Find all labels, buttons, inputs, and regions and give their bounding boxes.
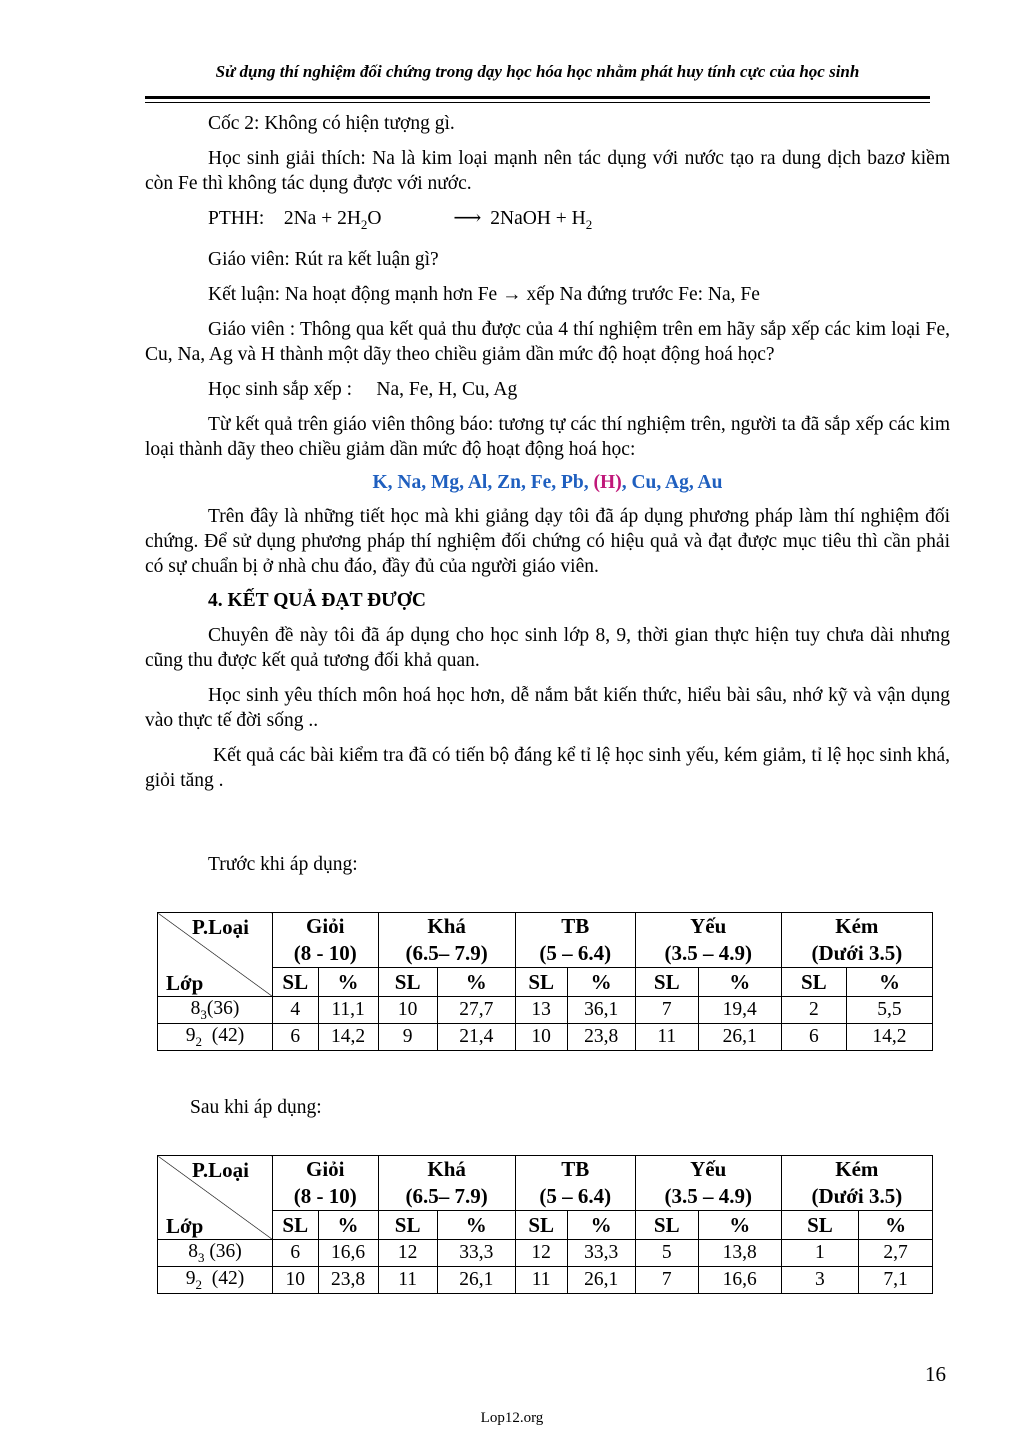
header-group: Yếu (3.5 – 4.9) [635, 1156, 781, 1211]
count-cell: 4 [273, 997, 319, 1024]
activity-series [145, 470, 950, 495]
count-cell: 6 [273, 1024, 319, 1051]
table-row [158, 1240, 933, 1267]
header-group: Kém (Dưới 3.5) [781, 1156, 932, 1211]
count-cell: 9 [378, 1024, 437, 1051]
header-sl: SL [515, 968, 567, 997]
count-cell: 12 [378, 1240, 437, 1267]
header-pct: % [567, 1211, 635, 1240]
count-cell: 12 [515, 1240, 567, 1267]
paragraph: Giáo viên : Thông qua kết quả thu được của 4 thí nghiệm trên em hãy sắp xếp các kim loại Fe, Cu, Na, Ag và H thành một dãy theo chiều giảm dần mức độ hoạt động hoá học? [145, 318, 950, 365]
percent-cell: 33,3 [567, 1240, 635, 1267]
header-rule-thin [145, 102, 930, 103]
table-row [158, 1024, 933, 1051]
count-cell: 13 [515, 997, 567, 1024]
header-pct: % [859, 1211, 933, 1240]
percent-cell: 16,6 [318, 1240, 378, 1267]
count-cell: 6 [273, 1240, 319, 1267]
series-part: K, Na, Mg, Al, Zn, Fe, Pb, [372, 471, 594, 493]
paragraph [145, 282, 950, 307]
percent-cell: 5,5 [846, 997, 932, 1024]
paragraph: Học sinh sắp xếp : Na, Fe, H, Cu, Ag [208, 378, 518, 400]
header-group: TB (5 – 6.4) [515, 913, 635, 968]
percent-cell: 23,8 [318, 1267, 378, 1294]
percent-cell: 27,7 [437, 997, 515, 1024]
count-cell: 3 [781, 1267, 859, 1294]
count-cell: 11 [515, 1267, 567, 1294]
header-group: Khá (6.5– 7.9) [378, 1156, 515, 1211]
equation-reactant-tail: O [367, 208, 382, 229]
count-cell: 7 [635, 997, 698, 1024]
class-cell: $8_3$ (36) [158, 1240, 273, 1267]
percent-cell: 16,6 [698, 1267, 781, 1294]
count-cell: 5 [635, 1240, 698, 1267]
percent-cell: 21,4 [437, 1024, 515, 1051]
header-lop: Lớp [166, 971, 204, 995]
footer-source: Lop12.org [480, 1410, 544, 1426]
header-sl: SL [378, 1211, 437, 1240]
subscript: 2 [585, 216, 593, 232]
percent-cell: 26,1 [567, 1267, 635, 1294]
paragraph: Cốc 2: Không có hiện tượng gì. [208, 113, 455, 134]
series-hydrogen: (H) [593, 471, 622, 493]
percent-cell: 26,1 [437, 1267, 515, 1294]
chemical-equation [145, 206, 950, 237]
page-body [145, 111, 960, 793]
table-label-before: Trước khi áp dụng: [208, 854, 358, 875]
header-ploai: P.Loại [192, 915, 249, 939]
header-lop: Lớp [166, 1214, 204, 1238]
count-cell: 10 [378, 997, 437, 1024]
paragraph: Từ kết quả trên giáo viên thông báo: tương tự các thí nghiệm trên, người ta đã sắp xếp các kim loại thành dãy theo chiều giảm dần mức độ hoạt động hoá học: [145, 413, 950, 460]
percent-cell: 33,3 [437, 1240, 515, 1267]
equation-label: PTHH: [208, 208, 265, 229]
header-group: Giỏi (8 - 10) [273, 913, 379, 968]
results-table-before [157, 912, 933, 1051]
count-cell: 11 [378, 1267, 437, 1294]
table-row [158, 997, 933, 1024]
header-pct: % [318, 968, 378, 997]
subscript: 2 [360, 216, 368, 232]
class-cell: $9_2$ (42) [158, 1267, 273, 1294]
percent-cell: 26,1 [698, 1024, 781, 1051]
count-cell: 10 [515, 1024, 567, 1051]
percent-cell: 23,8 [567, 1024, 635, 1051]
header-pct: % [846, 968, 932, 997]
header-group: Yếu (3.5 – 4.9) [635, 913, 781, 968]
table-label-after: Sau khi áp dụng: [190, 1097, 322, 1118]
header-group: TB (5 – 6.4) [515, 1156, 635, 1211]
percent-cell: 14,2 [318, 1024, 378, 1051]
section-heading: 4. KẾT QUẢ ĐẠT ĐƯỢC [208, 589, 426, 611]
count-cell: 1 [781, 1240, 859, 1267]
right-arrow-icon: → [502, 283, 522, 305]
header-sl: SL [515, 1211, 567, 1240]
percent-cell: 19,4 [698, 997, 781, 1024]
class-cell: $8_3(36)$ [158, 997, 273, 1024]
count-cell: 7 [635, 1267, 698, 1294]
header-sl: SL [781, 1211, 859, 1240]
count-cell: 2 [781, 997, 846, 1024]
percent-cell: 7,1 [859, 1267, 933, 1294]
percent-cell: 11,1 [318, 997, 378, 1024]
header-pct: % [567, 968, 635, 997]
page-number: 16 [925, 1362, 946, 1386]
conclusion-text: Kết luận: Na hoạt động mạnh hơn Fe [208, 283, 498, 305]
header-pct: % [318, 1211, 378, 1240]
count-cell: 10 [273, 1267, 319, 1294]
equation-reactant: 2Na + 2H [283, 208, 361, 229]
paragraph: Giáo viên: Rút ra kết luận gì? [208, 248, 439, 270]
paragraph: Học sinh giải thích: Na là kim loại mạnh nên tác dụng với nước tạo ra dung dịch bazơ kiềm còn Fe thì không tác dụng được với nước. [145, 148, 950, 194]
header-pct: % [698, 1211, 781, 1240]
percent-cell: 36,1 [567, 997, 635, 1024]
header-pct: % [698, 968, 781, 997]
running-header: Sử dụng thí nghiệm đối chứng trong dạy học hóa học nhằm phát huy tính cực của học sinh [215, 62, 860, 81]
count-cell: 6 [781, 1024, 846, 1051]
table-row [158, 1267, 933, 1294]
header-ploai: P.Loại [192, 1158, 249, 1182]
header-corner [158, 913, 273, 997]
paragraph: Chuyên đề này tôi đã áp dụng cho học sinh lớp 8, 9, thời gian thực hiện tuy chưa dài nhưng cũng thu được kết quả tương đối khả quan. [145, 624, 950, 671]
header-sl: SL [635, 1211, 698, 1240]
header-group: Giỏi (8 - 10) [273, 1156, 379, 1211]
header-pct: % [437, 1211, 515, 1240]
header-sl: SL [273, 968, 319, 997]
percent-cell: 2,7 [859, 1240, 933, 1267]
results-table-after [157, 1155, 933, 1294]
series-part: , Cu, Ag, Au [621, 471, 723, 493]
header-group: Kém (Dưới 3.5) [781, 913, 932, 968]
paragraph: Trên đây là những tiết học mà khi giảng dạy tôi đã áp dụng phương pháp làm thí nghiệm đối chứng. Để sử dụng phương pháp thí nghiệm đối chứng có hiệu quả và đạt được mục tiêu thì cần phải có sự chuẩn bị ở nhà chu đáo, đầy đủ của người giáo viên. [145, 505, 950, 577]
reaction-arrow-icon: ⟶ [453, 208, 482, 229]
conclusion-text-tail: xếp Na đứng trước Fe: Na, Fe [526, 283, 760, 305]
class-cell: $9_2$ (42) [158, 1024, 273, 1051]
percent-cell: 13,8 [698, 1240, 781, 1267]
equation-product: 2NaOH + H [490, 208, 586, 229]
header-corner [158, 1156, 273, 1240]
paragraph: Học sinh yêu thích môn hoá học hơn, dễ nắm bắt kiến thức, hiểu bài sâu, nhớ kỹ và vận dụng vào thực tế đời sống .. [145, 684, 950, 731]
header-sl: SL [378, 968, 437, 997]
paragraph: Kết quả các bài kiểm tra đã có tiến bộ đáng kể tỉ lệ học sinh yếu, kém giảm, tỉ lệ học sinh khá, giỏi tăng . [145, 744, 960, 791]
percent-cell: 14,2 [846, 1024, 932, 1051]
header-sl: SL [781, 968, 846, 997]
header-sl: SL [273, 1211, 319, 1240]
count-cell: 11 [635, 1024, 698, 1051]
header-rule-thick [145, 96, 930, 99]
header-sl: SL [635, 968, 698, 997]
header-pct: % [437, 968, 515, 997]
header-group: Khá (6.5– 7.9) [378, 913, 515, 968]
